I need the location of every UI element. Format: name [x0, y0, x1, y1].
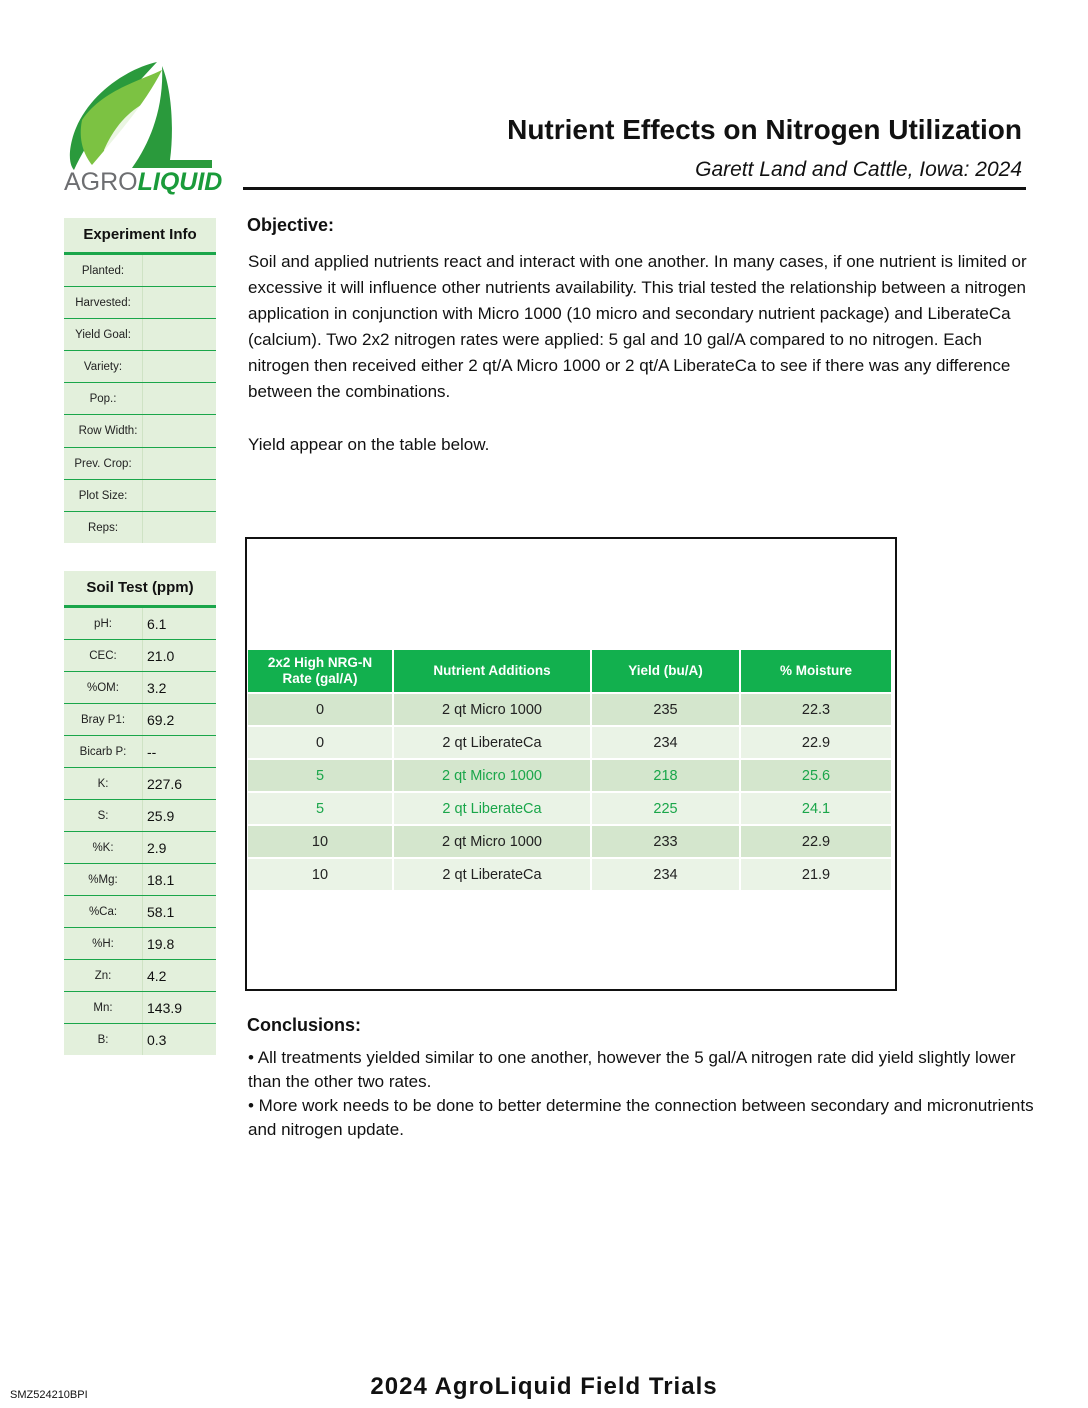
cell-rate: 0: [248, 726, 393, 759]
cell-rate: 10: [248, 825, 393, 858]
logo-text-liquid: LIQUID: [137, 168, 223, 196]
info-value: [142, 480, 216, 511]
soil-row: [64, 896, 216, 928]
soil-row: [64, 928, 216, 960]
info-value: [142, 255, 216, 286]
soil-label: B:: [97, 1033, 109, 1046]
soil-test-panel: [64, 571, 216, 1055]
soil-value: 2.9: [142, 832, 216, 863]
objective-note: Yield appear on the table below.: [248, 435, 490, 454]
info-row: [64, 287, 216, 319]
soil-value: 69.2: [142, 704, 216, 735]
soil-value: 19.8: [142, 928, 216, 959]
soil-value: 18.1: [142, 864, 216, 895]
cell-nutrients: 2 qt LiberateCa: [393, 792, 591, 825]
soil-row: [64, 960, 216, 992]
conclusions-heading: Conclusions:: [247, 1015, 362, 1035]
cell-nutrients: 2 qt LiberateCa: [393, 726, 591, 759]
experiment-info-panel: [64, 218, 216, 543]
info-row: [64, 512, 216, 543]
cell-yield: 234: [591, 726, 740, 759]
soil-row: [64, 640, 216, 672]
soil-label: pH:: [94, 617, 112, 630]
cell-yield: 233: [591, 825, 740, 858]
cell-moisture: 22.9: [740, 825, 891, 858]
info-row: [64, 448, 216, 480]
soil-value: 21.0: [142, 640, 216, 671]
yield-table-header-row: [248, 650, 891, 693]
cell-rate: 0: [248, 693, 393, 726]
soil-label: %K:: [92, 841, 114, 854]
col-header-rate: 2x2 High NRG-N Rate (gal/A): [248, 650, 393, 693]
experiment-info-heading: Experiment Info: [64, 218, 216, 255]
soil-label: %H:: [92, 937, 114, 950]
col-header-nutrients: Nutrient Additions: [393, 650, 591, 693]
soil-value: 143.9: [142, 992, 216, 1023]
info-value: [142, 512, 216, 543]
soil-label: Mn:: [93, 1001, 113, 1014]
soil-row: [64, 832, 216, 864]
soil-label: S:: [97, 809, 109, 822]
soil-row: [64, 768, 216, 800]
soil-label: Zn:: [94, 969, 112, 982]
title-divider: [243, 187, 1026, 190]
cell-rate: 10: [248, 858, 393, 890]
soil-value: 6.1: [142, 608, 216, 639]
col-header-yield: Yield (bu/A): [591, 650, 740, 693]
soil-value: 4.2: [142, 960, 216, 991]
soil-value: --: [142, 736, 216, 767]
cell-rate: 5: [248, 792, 393, 825]
document-code: SMZ524210BPI: [10, 1389, 88, 1401]
info-label: Variety:: [83, 360, 123, 373]
page-title: Nutrient Effects on Nitrogen Utilization: [507, 114, 1022, 145]
soil-value: 58.1: [142, 896, 216, 927]
info-value: [142, 287, 216, 318]
info-value: [142, 448, 216, 479]
soil-label: %OM:: [87, 681, 119, 694]
cell-nutrients: 2 qt LiberateCa: [393, 858, 591, 890]
cell-nutrients: 2 qt Micro 1000: [393, 825, 591, 858]
info-label: Pop.:: [89, 392, 117, 405]
cell-rate: 5: [248, 759, 393, 792]
soil-value: 25.9: [142, 800, 216, 831]
col-header-moisture: % Moisture: [740, 650, 891, 693]
soil-value: 227.6: [142, 768, 216, 799]
cell-yield: 218: [591, 759, 740, 792]
info-value: [142, 383, 216, 414]
soil-row: [64, 864, 216, 896]
cell-moisture: 22.3: [740, 693, 891, 726]
soil-row: [64, 1024, 216, 1055]
soil-value: 0.3: [142, 1024, 216, 1055]
soil-row: [64, 992, 216, 1024]
cell-nutrients: 2 qt Micro 1000: [393, 693, 591, 726]
info-label: Row Width:: [78, 425, 138, 437]
cell-yield: 234: [591, 858, 740, 890]
info-label: Prev. Crop:: [74, 457, 132, 470]
info-row: [64, 383, 216, 415]
soil-label: %Mg:: [88, 873, 118, 886]
cell-nutrients: 2 qt Micro 1000: [393, 759, 591, 792]
soil-row: [64, 736, 216, 768]
table-row: [248, 693, 891, 726]
objective-text: Soil and applied nutrients react and interact with one another. In many cases, if one nutrient is limited or excessive it will influence other nutrients availability. This trial tested the relationship between a nitrogen application in conjunction with Micro 1000 (10 micro and secondary nutrient package) and LiberateCa (calcium). Two 2x2 nitrogen rates were applied: 5 gal and 10 gal/A compared to no nitrogen. Each nitrogen then received either 2 qt/A Micro 1000 or 2 qt/A LiberateCa to see if there was any difference between the combinations.: [248, 252, 1027, 401]
footer-title: 2024 AgroLiquid Field Trials: [370, 1373, 718, 1400]
logo-text-agro: AGRO: [64, 168, 138, 196]
info-row: [64, 415, 216, 448]
table-row: [248, 792, 891, 825]
info-label: Yield Goal:: [75, 328, 131, 341]
conclusion-bullet-2: • More work needs to be done to better determine the connection between secondary and micronutrients and nitrogen update.: [248, 1096, 1034, 1139]
conclusion-bullet-1: • All treatments yielded similar to one another, however the 5 gal/A nitrogen rate did yield slightly lower than the other two rates.: [248, 1048, 1016, 1091]
soil-row: [64, 608, 216, 640]
info-label: Harvested:: [75, 296, 131, 309]
objective-heading: Objective:: [247, 215, 335, 235]
logo-wordmark: [64, 168, 222, 197]
page-subtitle: Garett Land and Cattle, Iowa: 2024: [695, 158, 1022, 181]
yield-table: [248, 650, 891, 890]
info-label: Plot Size:: [78, 489, 128, 502]
soil-row: [64, 672, 216, 704]
info-value: [142, 415, 216, 447]
soil-row: [64, 800, 216, 832]
soil-label: K:: [97, 777, 109, 790]
cell-yield: 235: [591, 693, 740, 726]
info-label: Reps:: [87, 521, 119, 534]
cell-moisture: 22.9: [740, 726, 891, 759]
soil-label: Bray P1:: [80, 713, 126, 726]
soil-row: [64, 704, 216, 736]
cell-moisture: 21.9: [740, 858, 891, 890]
soil-label: Bicarb P:: [79, 745, 127, 758]
info-row: [64, 480, 216, 512]
soil-label: %Ca:: [88, 905, 118, 918]
info-value: [142, 351, 216, 382]
cell-moisture: 24.1: [740, 792, 891, 825]
cell-yield: 225: [591, 792, 740, 825]
soil-test-heading: Soil Test (ppm): [64, 571, 216, 608]
table-row: [248, 726, 891, 759]
info-row: [64, 319, 216, 351]
info-label: Planted:: [81, 264, 125, 277]
info-row: [64, 255, 216, 287]
table-row: [248, 858, 891, 890]
cell-moisture: 25.6: [740, 759, 891, 792]
info-value: [142, 319, 216, 350]
soil-value: 3.2: [142, 672, 216, 703]
table-row: [248, 825, 891, 858]
table-row: [248, 759, 891, 792]
soil-label: CEC:: [89, 649, 117, 662]
info-row: [64, 351, 216, 383]
